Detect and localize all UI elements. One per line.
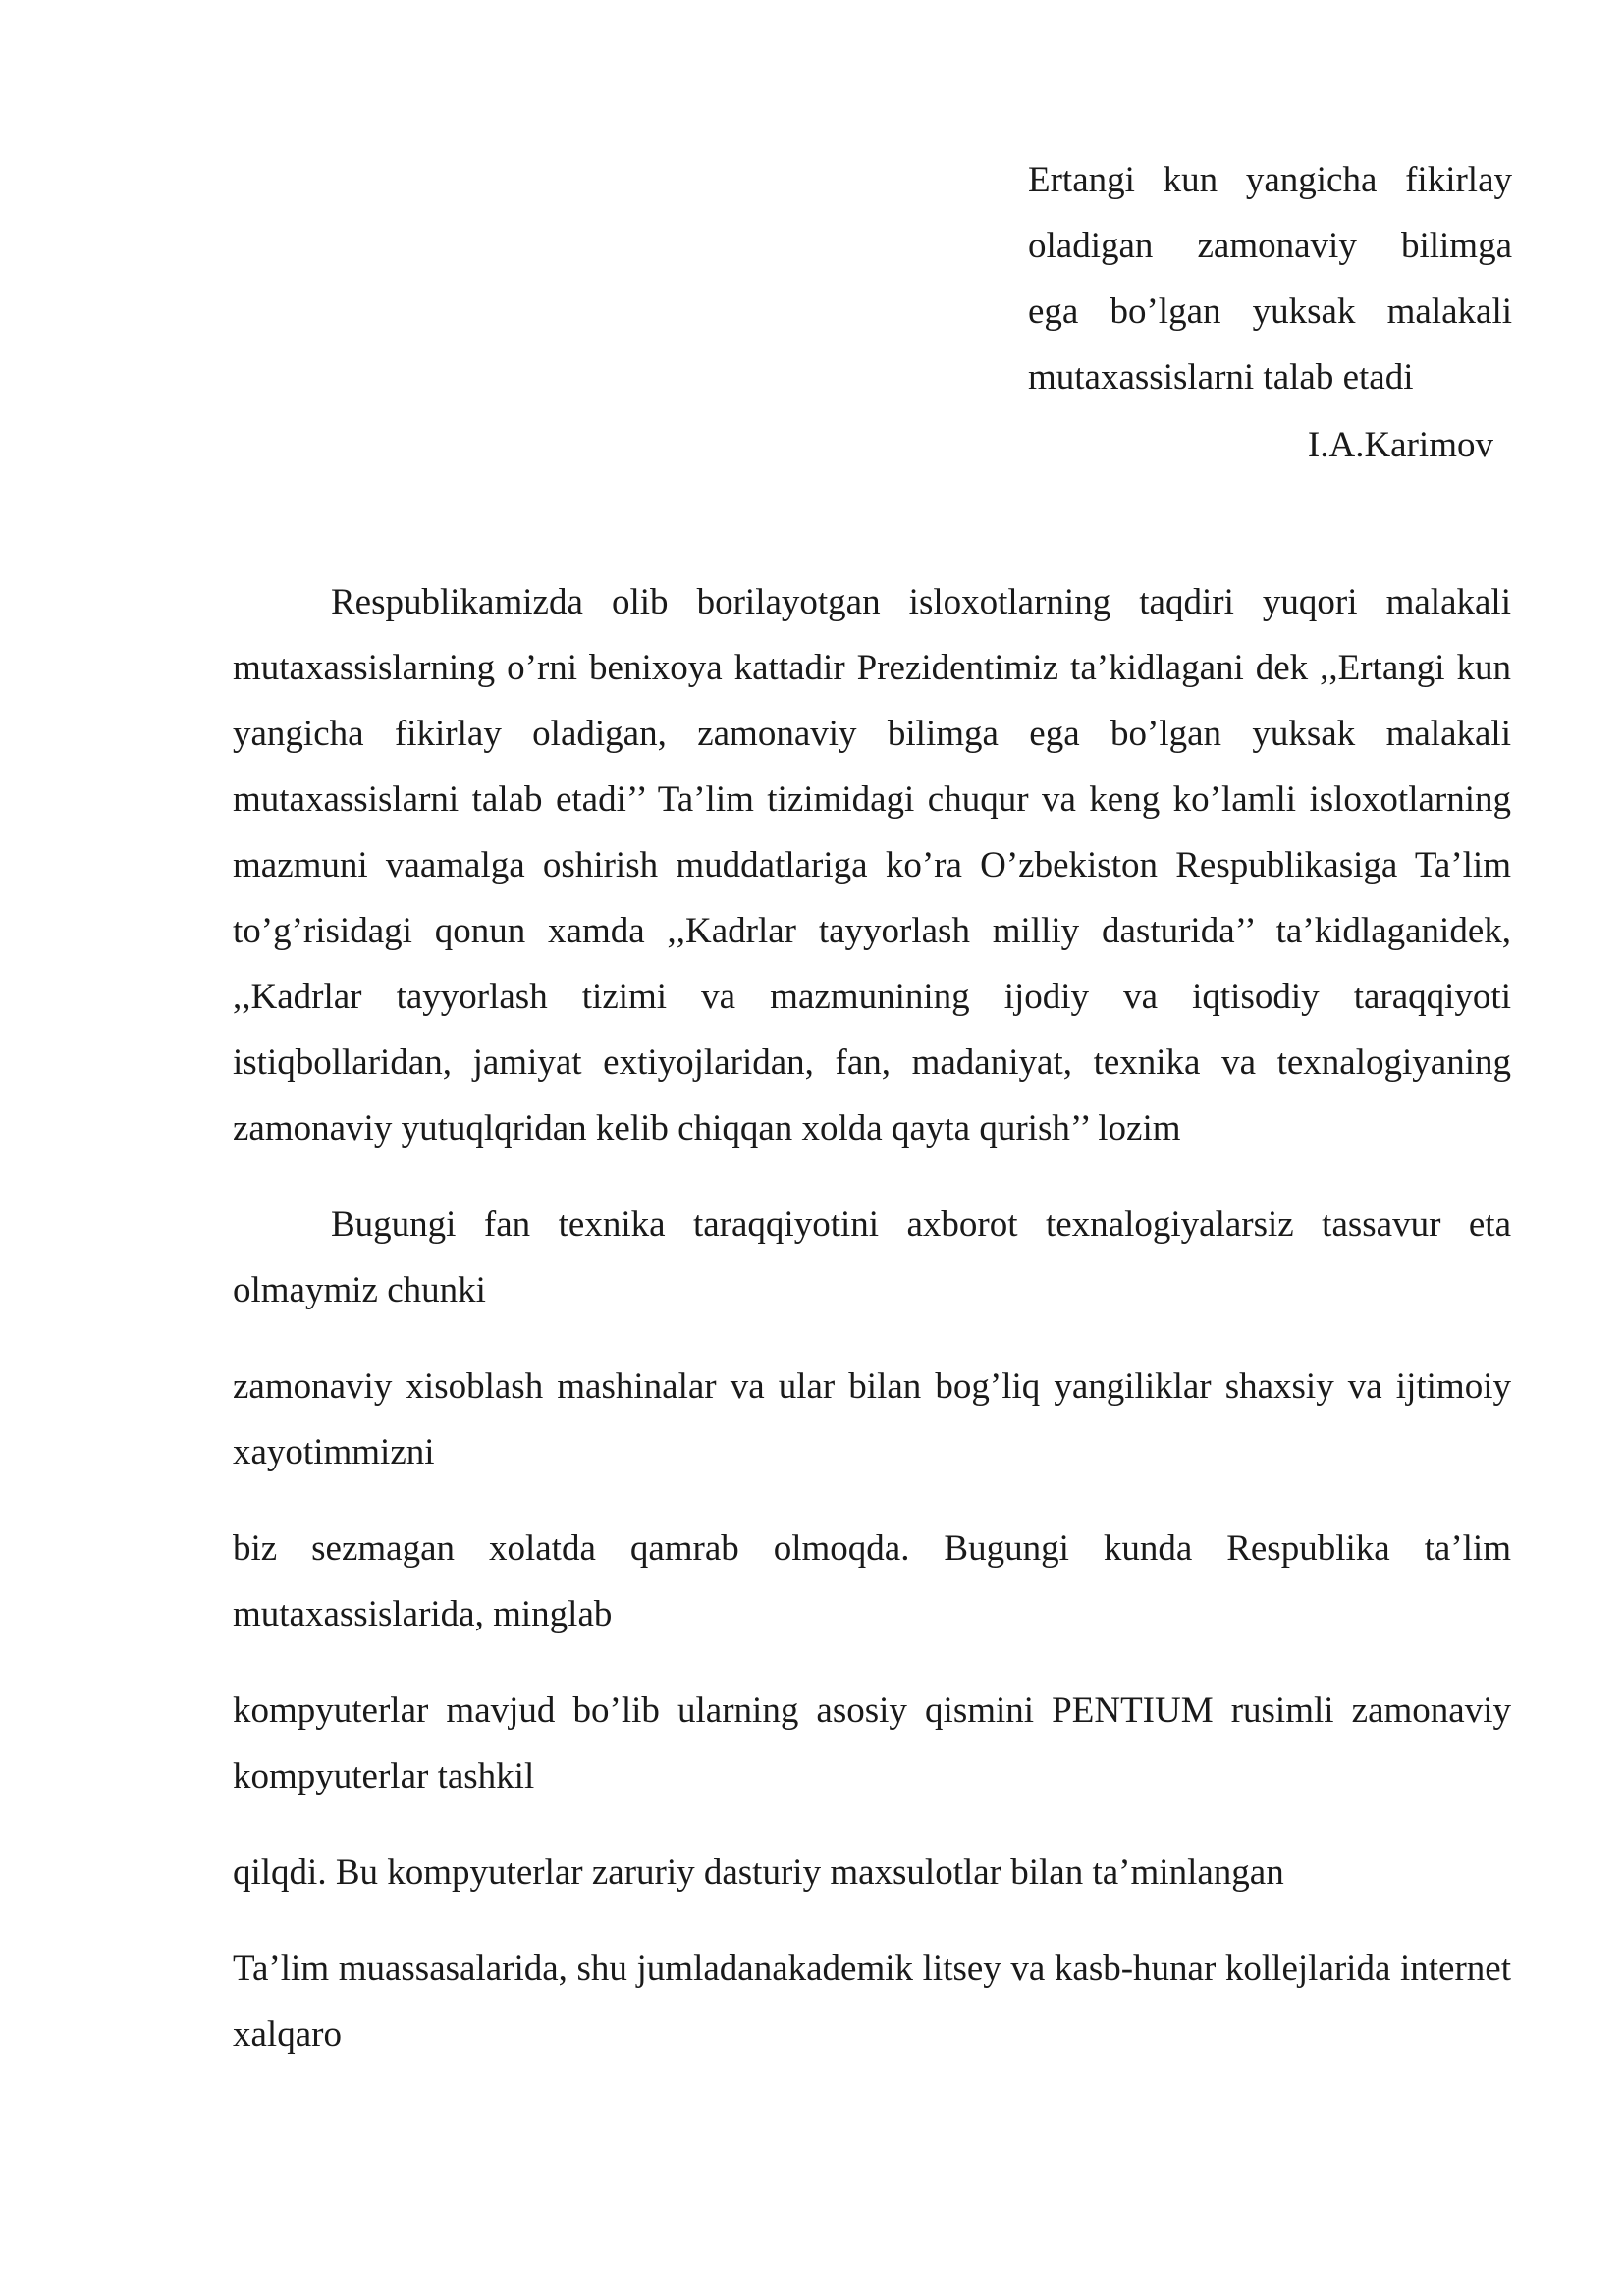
paragraph: zamonaviy xisoblash mashinalar va ular bilan bog’liq yangiliklar shaxsiy va ijtimoiy xayotimmizni: [233, 1366, 1511, 1472]
paragraph: Bugungi fan texnika taraqqiyotini axborot texnalogiyalarsiz tassavur eta olmaymiz chunki: [233, 1204, 1511, 1310]
epigraph-line: mutaxassislarni talab etadi: [1028, 357, 1414, 398]
paragraph: Ta’lim muassasalarida, shu jumladanakademik litsey va kasb-hunar kollejlarida internet xalqaro: [233, 1949, 1511, 2055]
paragraph: biz sezmagan xolatda qamrab olmoqda. Bugungi kunda Respublika ta’lim mutaxassislarida, minglab: [233, 1528, 1511, 1634]
epigraph: [1028, 147, 1512, 410]
paragraph: qilqdi. Bu kompyuterlar zaruriy dasturiy maxsulotlar bilan ta’minlangan: [233, 1852, 1284, 1893]
epigraph-line: oladigan zamonaviy bilimga: [1028, 226, 1512, 266]
paragraph: Respublikamizda olib borilayotgan isloxotlarning taqdiri yuqori malakali mutaxassislarning o’rni benixoya kattadir Prezidentimiz ta’kidlagani dek ,,Ertangi kun yangicha fikirlay oladigan, zamonaviy bilimga ega bo’lgan yuksak malakali mutaxassislarni talab etadi’’ Ta’lim tizimidagi chuqur va keng ko’lamli isloxotlarning mazmuni vaamalga oshirish muddatlariga ko’ra O’zbekiston Respublikasiga Ta’lim to’g’risidagi qonun xamda ,,Kadrlar tayyorlash milliy dasturida’’ ta’kidlaganidek, ,,Kadrlar tayyorlash tizimi va mazmunining ijodiy va iqtisodiy taraqqiyoti istiqbollaridan, jamiyat extiyojlaridan, fan, madaniyat, texnika va texnalogiyaning zamonaviy yutuqlqridan kelib chiqqan xolda qayta qurish’’ lozim: [233, 582, 1511, 1148]
epigraph-line: Ertangi kun yangicha fikirlay: [1028, 160, 1512, 200]
epigraph-author: I.A.Karimov: [1307, 425, 1493, 465]
document-body: [233, 569, 1511, 2067]
epigraph-line: ega bo’lgan yuksak malakali: [1028, 292, 1512, 332]
paragraph: kompyuterlar mavjud bo’lib ularning asosiy qismini PENTIUM rusimli zamonaviy kompyuterlar tashkil: [233, 1690, 1511, 1796]
